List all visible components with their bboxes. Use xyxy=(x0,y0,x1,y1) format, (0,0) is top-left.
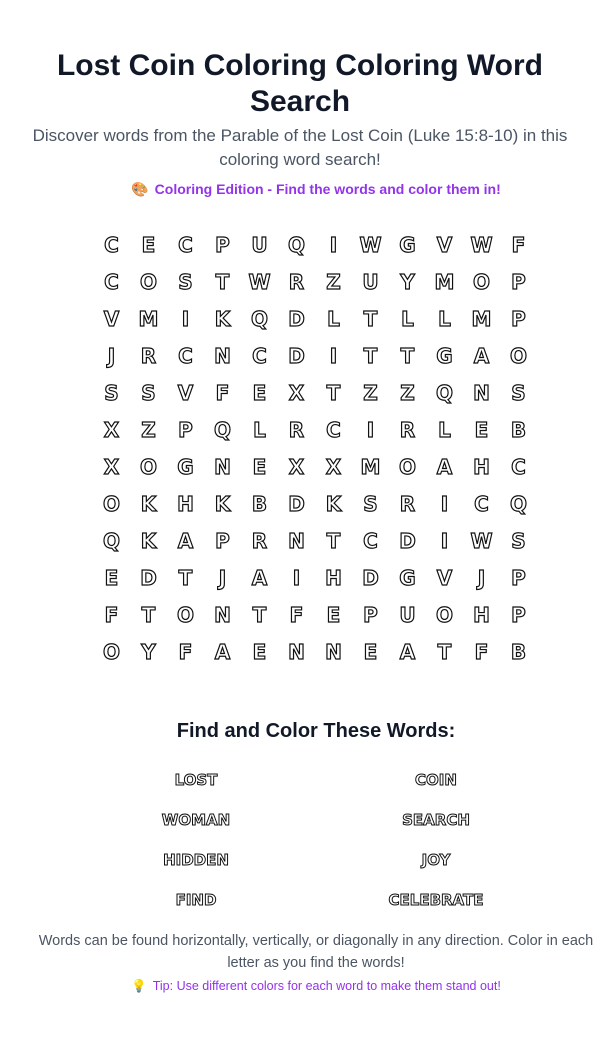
grid-cell[interactable]: C xyxy=(363,528,378,553)
grid-cell[interactable]: O xyxy=(139,269,157,294)
grid-cell[interactable]: S xyxy=(511,528,526,553)
grid-cell[interactable]: K xyxy=(214,306,231,331)
grid-cell[interactable]: S xyxy=(363,491,378,516)
grid-cell[interactable]: X xyxy=(325,454,342,479)
lightbulb-icon: 💡 xyxy=(131,979,147,993)
grid-cell[interactable]: V xyxy=(436,565,453,590)
grid-cell[interactable]: H xyxy=(473,602,490,627)
grid-cell[interactable]: Z xyxy=(326,269,341,294)
grid-cell[interactable]: T xyxy=(178,565,193,590)
grid-cell[interactable]: O xyxy=(102,491,120,516)
grid-cell[interactable]: X xyxy=(103,417,120,442)
word-search-grid xyxy=(93,226,537,670)
grid-cell[interactable]: A xyxy=(177,528,194,553)
tip-banner xyxy=(0,976,600,996)
grid-cell[interactable]: R xyxy=(288,269,305,294)
grid-cell[interactable]: M xyxy=(360,454,381,479)
page-subtitle: Discover words from the Parable of the Lost Coin (Luke 15:8-10) in this coloring word search! xyxy=(32,126,568,169)
grid-cell[interactable]: G xyxy=(177,454,194,479)
grid-cell[interactable]: H xyxy=(177,491,194,516)
word-list-item: WOMAN xyxy=(161,811,231,829)
grid-cell[interactable]: O xyxy=(509,343,527,368)
grid-cell[interactable]: E xyxy=(363,639,378,664)
grid-cell[interactable]: I xyxy=(329,232,338,257)
palette-icon: 🎨 xyxy=(131,181,149,197)
grid-cell[interactable]: K xyxy=(140,491,157,516)
grid-cell[interactable]: F xyxy=(104,602,119,627)
grid-cell[interactable]: N xyxy=(325,639,342,664)
grid-cell[interactable]: T xyxy=(252,602,267,627)
grid-cell[interactable]: I xyxy=(440,491,449,516)
grid-cell[interactable]: U xyxy=(399,602,416,627)
grid-cell[interactable]: F xyxy=(215,380,230,405)
grid-cell[interactable]: Q xyxy=(250,306,268,331)
grid-cell[interactable]: T xyxy=(437,639,452,664)
grid-cell[interactable]: I xyxy=(366,417,375,442)
grid-cell[interactable]: T xyxy=(215,269,230,294)
grid-cell[interactable]: H xyxy=(473,454,490,479)
grid-cell[interactable]: B xyxy=(251,491,268,516)
grid-cell[interactable]: R xyxy=(399,491,416,516)
grid-cell[interactable]: I xyxy=(292,565,301,590)
grid-cell[interactable]: E xyxy=(252,639,267,664)
grid-cell[interactable]: A xyxy=(436,454,453,479)
grid-cell[interactable]: T xyxy=(363,306,378,331)
grid-cell[interactable]: A xyxy=(399,639,416,664)
grid-cell[interactable]: Q xyxy=(509,491,527,516)
words-heading: Find and Color These Words: xyxy=(176,720,456,742)
grid-cell[interactable]: U xyxy=(251,232,268,257)
grid-cell[interactable]: E xyxy=(252,380,267,405)
grid-cell[interactable]: I xyxy=(440,528,449,553)
grid-cell[interactable]: T xyxy=(141,602,156,627)
grid-cell[interactable]: O xyxy=(176,602,194,627)
grid-cell[interactable]: L xyxy=(438,417,451,442)
grid-cell[interactable]: E xyxy=(474,417,489,442)
word-list-item: COIN xyxy=(415,771,457,789)
grid-cell[interactable]: N xyxy=(214,343,231,368)
grid-cell[interactable]: T xyxy=(326,528,341,553)
grid-cell[interactable]: D xyxy=(288,306,305,331)
grid-cell[interactable]: L xyxy=(253,417,266,442)
grid-cell[interactable]: R xyxy=(288,417,305,442)
grid-cell[interactable]: R xyxy=(251,528,268,553)
grid-cell[interactable]: S xyxy=(104,380,119,405)
grid-cell[interactable]: K xyxy=(214,491,231,516)
grid-cell[interactable]: Q xyxy=(102,528,120,553)
grid-cell[interactable]: Z xyxy=(363,380,378,405)
grid-cell[interactable]: J xyxy=(107,343,116,368)
grid-cell[interactable]: C xyxy=(474,491,489,516)
grid-cell[interactable]: O xyxy=(435,602,453,627)
grid-cell[interactable]: Y xyxy=(141,639,156,664)
grid-cell[interactable]: J xyxy=(218,565,227,590)
grid-cell[interactable]: S xyxy=(511,380,526,405)
grid-cell[interactable]: N xyxy=(288,639,305,664)
grid-cell[interactable]: W xyxy=(359,232,382,257)
grid-cell[interactable]: D xyxy=(399,528,416,553)
grid-cell[interactable]: D xyxy=(288,491,305,516)
grid-cell[interactable]: N xyxy=(288,528,305,553)
edition-text: Coloring Edition - Find the words and color them in! xyxy=(154,181,501,197)
grid-cell[interactable]: C xyxy=(104,232,119,257)
grid-cell[interactable]: E xyxy=(252,454,267,479)
grid-cell[interactable]: D xyxy=(362,565,379,590)
grid-cell[interactable]: E xyxy=(104,565,119,590)
grid-cell[interactable]: M xyxy=(138,306,159,331)
grid-cell[interactable]: C xyxy=(326,417,341,442)
grid-cell[interactable]: W xyxy=(248,269,271,294)
grid-cell[interactable]: P xyxy=(178,417,193,442)
grid-cell[interactable]: T xyxy=(326,380,341,405)
grid-cell[interactable]: L xyxy=(327,306,340,331)
grid-cell[interactable]: F xyxy=(289,602,304,627)
grid-cell[interactable]: C xyxy=(511,454,526,479)
word-list-item: LOST xyxy=(174,771,218,789)
grid-cell[interactable]: Q xyxy=(213,417,231,442)
grid-cell[interactable]: U xyxy=(362,269,379,294)
grid-cell[interactable]: P xyxy=(511,565,526,590)
grid-cell[interactable]: G xyxy=(399,565,416,590)
grid-cell[interactable]: Y xyxy=(400,269,415,294)
grid-cell[interactable]: Q xyxy=(435,380,453,405)
edition-banner xyxy=(0,179,600,199)
grid-cell[interactable]: A xyxy=(214,639,231,664)
word-list-item: FIND xyxy=(175,891,217,909)
grid-cell[interactable]: Z xyxy=(141,417,156,442)
grid-cell[interactable]: R xyxy=(399,417,416,442)
grid-cell[interactable]: H xyxy=(325,565,342,590)
grid-cell[interactable]: D xyxy=(288,343,305,368)
grid-cell[interactable]: W xyxy=(470,528,493,553)
grid-cell[interactable]: P xyxy=(215,232,230,257)
grid-cell[interactable]: P xyxy=(511,306,526,331)
grid-cell[interactable]: P xyxy=(363,602,378,627)
instructions: Words can be found horizontally, vertically, or diagonally in any direction. Color in each letter as you find the words! xyxy=(38,933,594,971)
grid-cell[interactable]: N xyxy=(214,454,231,479)
grid-cell[interactable]: C xyxy=(252,343,267,368)
grid-cell[interactable]: L xyxy=(401,306,414,331)
word-list-item: JOY xyxy=(421,851,451,869)
grid-cell[interactable]: I xyxy=(181,306,190,331)
grid-cell[interactable]: W xyxy=(470,232,493,257)
grid-cell[interactable]: P xyxy=(511,602,526,627)
grid-cell[interactable]: P xyxy=(215,528,230,553)
grid-cell[interactable]: R xyxy=(140,343,157,368)
grid-cell[interactable]: V xyxy=(436,232,453,257)
word-list-item: SEARCH xyxy=(402,811,470,829)
grid-cell[interactable]: N xyxy=(214,602,231,627)
grid-cell[interactable]: V xyxy=(103,306,120,331)
grid-cell[interactable]: Z xyxy=(400,380,415,405)
grid-cell[interactable]: T xyxy=(400,343,415,368)
grid-cell[interactable]: C xyxy=(104,269,119,294)
grid-cell[interactable]: T xyxy=(363,343,378,368)
grid-cell[interactable]: V xyxy=(177,380,194,405)
grid-cell[interactable]: M xyxy=(471,306,492,331)
grid-cell[interactable]: S xyxy=(178,269,193,294)
grid-cell[interactable]: O xyxy=(102,639,120,664)
grid-cell[interactable]: N xyxy=(473,380,490,405)
grid-cell[interactable]: X xyxy=(288,380,305,405)
grid-cell[interactable]: X xyxy=(103,454,120,479)
grid-cell[interactable]: F xyxy=(178,639,193,664)
grid-cell[interactable]: L xyxy=(438,306,451,331)
tip-text: Tip: Use different colors for each word to make them stand out! xyxy=(152,979,501,993)
grid-cell[interactable]: Q xyxy=(287,232,305,257)
grid-cell[interactable]: F xyxy=(474,639,489,664)
word-list-item: CELEBRATE xyxy=(388,891,484,909)
grid-cell[interactable]: C xyxy=(178,343,193,368)
grid-cell[interactable]: B xyxy=(510,417,527,442)
grid-cell[interactable]: O xyxy=(139,454,157,479)
grid-cell[interactable]: G xyxy=(399,232,416,257)
grid-cell[interactable]: G xyxy=(436,343,453,368)
grid-cell[interactable]: E xyxy=(326,602,341,627)
word-list xyxy=(76,760,556,920)
page-title: Lost Coin Coloring Coloring Word Search xyxy=(56,49,544,118)
word-list-item: HIDDEN xyxy=(163,851,229,869)
grid-cell[interactable]: O xyxy=(472,269,490,294)
grid-cell[interactable]: J xyxy=(477,565,486,590)
grid-cell[interactable]: X xyxy=(288,454,305,479)
grid-cell[interactable]: M xyxy=(434,269,455,294)
grid-cell[interactable]: E xyxy=(141,232,156,257)
grid-cell[interactable]: C xyxy=(178,232,193,257)
grid-cell[interactable]: D xyxy=(140,565,157,590)
grid-cell[interactable]: A xyxy=(251,565,268,590)
grid-cell[interactable]: K xyxy=(140,528,157,553)
grid-cell[interactable]: A xyxy=(473,343,490,368)
grid-cell[interactable]: O xyxy=(398,454,416,479)
grid-cell[interactable]: F xyxy=(511,232,526,257)
grid-cell[interactable]: B xyxy=(510,639,527,664)
grid-cell[interactable]: P xyxy=(511,269,526,294)
grid-cell[interactable]: S xyxy=(141,380,156,405)
grid-cell[interactable]: K xyxy=(325,491,342,516)
grid-cell[interactable]: I xyxy=(329,343,338,368)
